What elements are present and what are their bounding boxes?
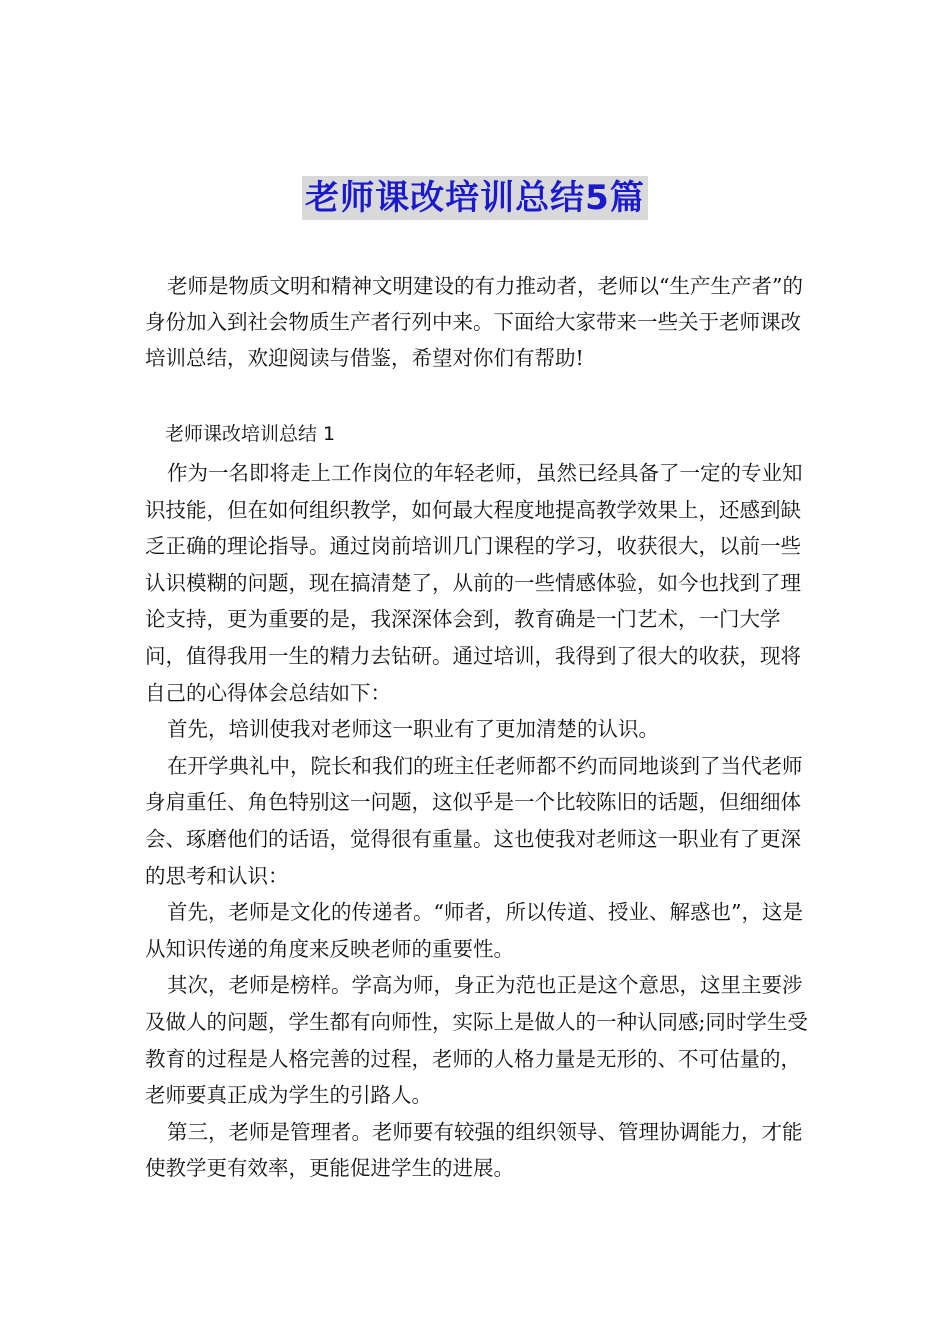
- intro-paragraph: 老师是物质文明和精神文明建设的有力推动者，老师以“生产生产者”的身份加入到社会物质生产者行列中来。下面给大家带来一些关于老师课改培训总结，欢迎阅读与借鉴，希望对你们有帮助!: [145, 274, 803, 370]
- paragraph: 首先，老师是文化的传递者。“师者，所以传道、授业、解惑也”，这是从知识传递的角度来反映老师的重要性。: [145, 900, 803, 961]
- section-content: [145, 455, 820, 1187]
- paragraph: 其次，老师是榜样。学高为师，身正为范也正是这个意思，这里主要涉及做人的问题，学生都有向师性，实际上是做人的一种认同感;同时学生受教育的过程是人格完善的过程，老师的人格力量是无形的、不可估量的，老师要真正成为学生的引路人。: [145, 973, 808, 1108]
- paragraph: 首先，培训使我对老师这一职业有了更加清楚的认识。: [167, 717, 659, 742]
- paragraph: 在开学典礼中，院长和我们的班主任老师都不约而同地谈到了当代老师身肩重任、角色特别这一问题，这似乎是一个比较陈旧的话题，但细细体会、琢磨他们的话语，觉得很有重量。这也使我对老师这一职业有了更深的思考和认识：: [145, 753, 803, 888]
- intro-section: [145, 268, 820, 376]
- document-title: 老师课改培训总结5篇: [302, 176, 648, 220]
- title-container: [0, 176, 950, 220]
- section-heading: 老师课改培训总结 1: [165, 423, 336, 445]
- paragraph: 第三，老师是管理者。老师要有较强的组织领导、管理协调能力，才能使教学更有效率，更能促进学生的进展。: [145, 1119, 803, 1181]
- paragraph: 作为一名即将走上工作岗位的年轻老师，虽然已经具备了一定的专业知识技能，但在如何组织教学，如何最大程度地提高教学效果上，还感到缺乏正确的理论指导。通过岗前培训几门课程的学习，收获很大，以前一些认识模糊的问题，现在搞清楚了，从前的一些情感体验，如今也找到了理论支持，更为重要的是，我深深体会到，教育确是一门艺术，一门大学问，值得我用一生的精力去钻研。通过培训，我得到了很大的收获，现将自己的心得体会总结如下：: [145, 461, 803, 705]
